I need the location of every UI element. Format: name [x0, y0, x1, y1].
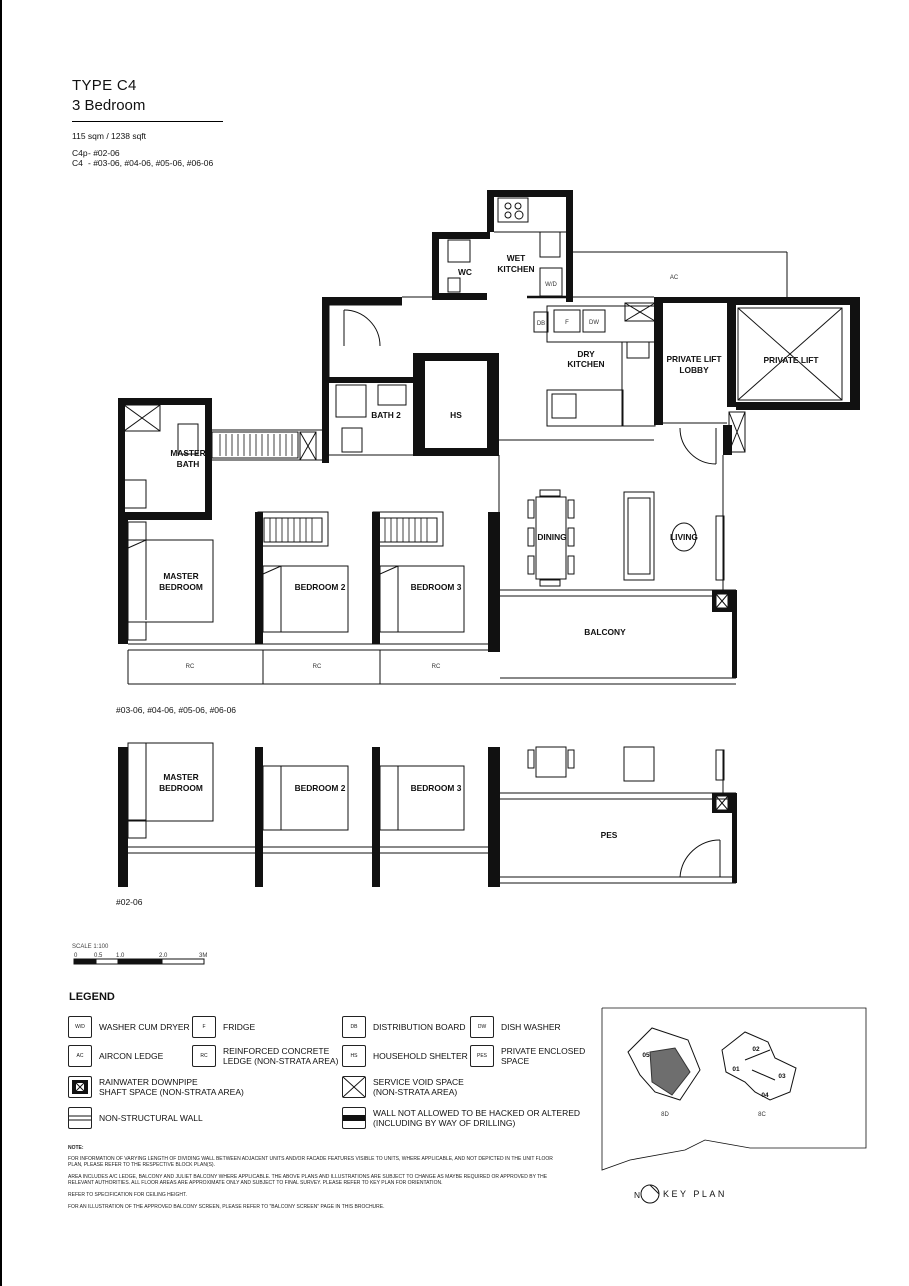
legend-text: SERVICE VOID SPACE (NON-STRATA AREA) — [373, 1077, 464, 1097]
room-label-private-lift: PRIVATE LIFT — [763, 355, 819, 365]
structural-wall-icon — [342, 1107, 366, 1129]
room-label-household-shelter: HS — [450, 410, 462, 420]
north-label: N — [634, 1190, 641, 1200]
legend-text: DISH WASHER — [501, 1022, 561, 1032]
unit-stacks: - #02-06 — [88, 148, 120, 158]
legend-item — [342, 1045, 468, 1067]
key-plan-block-label: 01 — [732, 1066, 740, 1073]
legend-text: REINFORCED CONCRETE LEDGE (NON-STRATA AREA) — [223, 1046, 339, 1066]
legend-swatch: F — [192, 1016, 216, 1038]
legend-item — [470, 1016, 561, 1038]
note-line: FOR AN ILLUSTRATION OF THE APPROVED BALCONY SCREEN, PLEASE REFER TO "BALCONY SCREEN" PAGE IN THIS BROCHURE. — [68, 1203, 385, 1210]
legend-text: DISTRIBUTION BOARD — [373, 1022, 466, 1032]
room-label-balcony: BALCONY — [584, 627, 626, 637]
room-label-dry-kitchen: DRY — [577, 349, 595, 359]
room-label-master-bedroom: MASTER — [163, 571, 199, 581]
room-label-private-lift-lobby: PRIVATE LIFT — [666, 354, 722, 364]
key-plan — [602, 1008, 866, 1203]
legend-item — [342, 1076, 464, 1098]
legend-item — [68, 1045, 163, 1067]
key-plan-block-label: 02 — [752, 1046, 760, 1053]
room-label-bedroom-3: BEDROOM 3 — [410, 582, 462, 592]
room-label-master-bedroom-lower: BEDROOM — [159, 783, 203, 793]
scale-label: SCALE 1:100 — [72, 944, 109, 950]
upper-plan-caption: #03-06, #04-06, #05-06, #06-06 — [116, 705, 237, 715]
legend-swatch: PES — [470, 1045, 494, 1067]
legend-item — [192, 1045, 338, 1067]
fridge-label: F — [565, 320, 569, 326]
legend-item — [342, 1016, 466, 1038]
rainwater-downpipe-icon — [68, 1076, 92, 1098]
legend-swatch: HS — [342, 1045, 366, 1067]
note-line: REFER TO SPECIFICATION FOR CEILING HEIGHT. — [68, 1191, 187, 1198]
rc-ledge-label: RC — [312, 664, 322, 670]
aircon-ledge-label: AC — [669, 275, 679, 281]
room-label-private-lift-lobby: LOBBY — [679, 365, 709, 375]
north-arrow-icon — [641, 1185, 659, 1203]
room-label-bedroom-2-lower: BEDROOM 2 — [294, 783, 346, 793]
unit-area: 115 sqm / 1238 sqft — [72, 131, 147, 141]
room-label-wet-kitchen: KITCHEN — [497, 264, 535, 274]
non-structural-wall-icon — [68, 1107, 92, 1129]
legend-swatch: DW — [470, 1016, 494, 1038]
legend-title: LEGEND — [69, 991, 115, 1003]
room-label-bedroom-3-lower: BEDROOM 3 — [410, 783, 462, 793]
legend-swatch: RC — [192, 1045, 216, 1067]
room-label-master-bath: BATH — [176, 459, 200, 469]
key-plan-block-label: 04 — [761, 1092, 769, 1099]
room-label-master-bedroom-lower: MASTER — [163, 772, 199, 782]
scale-tick: 0.5 — [94, 953, 103, 959]
room-label-bedroom-2: BEDROOM 2 — [294, 582, 346, 592]
unit-stacks: - #03-06, #04-06, #05-06, #06-06 — [88, 158, 214, 168]
legend-text: HOUSEHOLD SHELTER — [373, 1051, 468, 1061]
legend-text: WASHER CUM DRYER — [99, 1022, 190, 1032]
legend-item — [68, 1107, 203, 1129]
legend-text: RAINWATER DOWNPIPE SHAFT SPACE (NON-STRATA AREA) — [99, 1077, 244, 1097]
lower-floor-plan — [118, 743, 737, 887]
scale-tick: 1.0 — [116, 953, 125, 959]
note-line: AREA INCLUDES A/C LEDGE, BALCONY AND JULIET BALCONY WHERE APPLICABLE. THE ABOVE PLANS AND ILLUSTRATIONS ARE SUBJECT TO CHANGE AS MAYBE REQUIRED OR APPROVED BY THE RELEVANT AUTHORITIES. ALL FLOOR AREAS ARE APPROXIMATE ONLY AND SUBJECT TO FINAL SURVEY. PLEASE REFER TO KEY PLAN FOR ORIENTATION. — [68, 1173, 548, 1187]
room-label-pes: PES — [600, 830, 618, 840]
legend-item — [470, 1045, 585, 1067]
notes-block — [68, 1145, 568, 1215]
legend-swatch: AC — [68, 1045, 92, 1067]
dish-washer-label: DW — [589, 320, 599, 326]
legend-text: WALL NOT ALLOWED TO BE HACKED OR ALTERED (INCLUDING BY WAY OF DRILLING) — [373, 1108, 581, 1128]
bedroom-count: 3 Bedroom — [72, 97, 146, 114]
rc-ledge-label: RC — [185, 664, 195, 670]
rc-ledge-label: RC — [431, 664, 441, 670]
legend-item — [192, 1016, 255, 1038]
scale-tick: 2.0 — [159, 953, 168, 959]
room-label-wet-kitchen: WET — [506, 253, 526, 263]
legend-text: PRIVATE ENCLOSED SPACE — [501, 1046, 586, 1066]
unit-code: C4p — [72, 148, 88, 158]
key-plan-building-label: 8C — [758, 1112, 766, 1118]
legend-item — [342, 1107, 580, 1129]
legend-swatch: W/D — [68, 1016, 92, 1038]
scale-tick: 3M — [199, 953, 208, 959]
legend-item — [68, 1016, 190, 1038]
unit-code: C4 — [72, 158, 83, 168]
room-label-wc: WC — [458, 267, 472, 277]
room-label-dining: DINING — [537, 532, 567, 542]
legend-text: NON-STRUCTURAL WALL — [99, 1113, 203, 1123]
notes-title: NOTE: — [68, 1145, 84, 1151]
service-void-icon — [342, 1076, 366, 1098]
unit-type-title: TYPE C4 — [72, 77, 137, 94]
legend-item — [68, 1076, 244, 1098]
room-label-master-bedroom: BEDROOM — [159, 582, 203, 592]
room-label-dry-kitchen: KITCHEN — [567, 359, 605, 369]
scale-tick: 0 — [74, 953, 78, 959]
legend-text: AIRCON LEDGE — [99, 1051, 164, 1061]
key-plan-block-8d — [628, 1028, 700, 1100]
washer-dryer-label: W/D — [545, 282, 557, 288]
room-label-bath-2: BATH 2 — [371, 410, 401, 420]
scale-bar — [74, 953, 207, 964]
key-plan-block-label: 05 — [642, 1052, 650, 1059]
legend-text: FRIDGE — [223, 1022, 256, 1032]
lower-plan-caption: #02-06 — [116, 897, 143, 907]
room-label-living: LIVING — [670, 532, 698, 542]
room-label-master-bath: MASTER — [170, 448, 206, 458]
note-line: FOR INFORMATION OF VARYING LENGTH OF DIVIDING WALL BETWEEN ADJACENT UNITS AND/OR FACADE FEATURES VISIBLE TO UNITS, WHERE APPLICABLE, AND NOT DEPICTED IN THE UNIT FLOOR PLAN, PLEASE REFER TO THE RESPECTIVE BLOCK PLAN(S). — [68, 1155, 553, 1169]
key-plan-building-label: 8D — [661, 1112, 669, 1118]
key-plan-label: KEY PLAN — [663, 1189, 727, 1199]
upper-floor-plan — [118, 190, 860, 684]
legend-swatch: DB — [342, 1016, 366, 1038]
key-plan-block-label: 03 — [778, 1073, 786, 1080]
distribution-board-label: DB — [536, 321, 546, 327]
